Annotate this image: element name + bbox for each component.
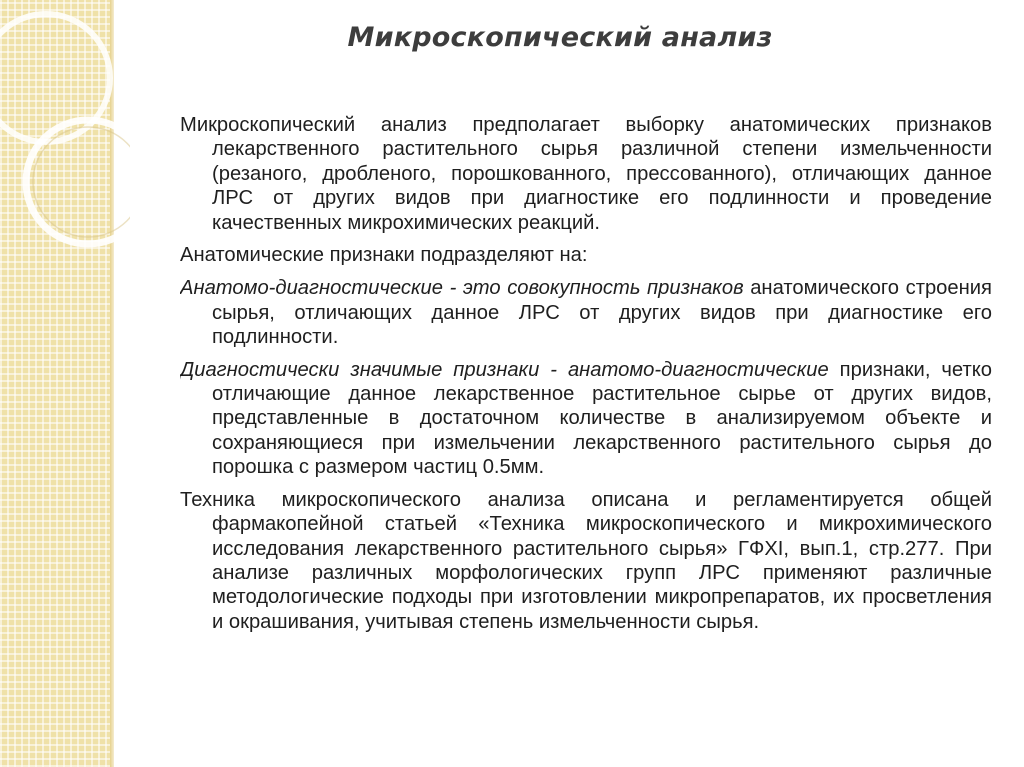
slide-body xyxy=(180,113,992,753)
decorative-rings xyxy=(0,0,130,767)
paragraph-text: признаки, четко отличающие данное лекарственное растительное сырье от других видов, представленные в достаточном количестве в анализируемом объекте и сохраняющиеся при измельчении лекарственного растительного сырья до порошка с размером частиц 0.5мм. xyxy=(212,358,992,479)
paragraph-text: Техника микроскопического анализа описана и регламентируется общей фармакопейной статьей «Техника микроскопического и микрохимического исследования лекарственного растительного сырья» ГФXI, вып.1, стр.277. При анализе различных морфологических групп ЛРС применяют различные методологические подходы при изготовлении микропрепаратов, их просветления и окрашивания, учитывая степень измельченности сырья. xyxy=(180,488,992,633)
paragraph-term: Анатомо-диагностические - это совокупность признаков xyxy=(180,277,744,300)
paragraph-text: Микроскопический анализ предполагает выборку анатомических признаков лекарственного растительного сырья различной степени измельченности (резаного, дробленого, порошкованного, прессованного), отличающих данное ЛРС от других видов при диагностике его подлинности и проведение качественных микрохимических реакций. xyxy=(180,114,992,234)
paragraph-text: Анатомические признаки подразделяют на: xyxy=(180,244,588,267)
paragraph-anatomo-diagnostic xyxy=(180,276,992,349)
paragraph-diagnostic-significant xyxy=(180,358,992,480)
paragraph-term: Диагностически значимые признаки - анатомо-диагностические xyxy=(180,358,829,381)
paragraph-technique xyxy=(180,488,992,634)
slide-title: Микроскопический анализ xyxy=(347,22,773,53)
paragraph-text: анатомического строения сырья, отличающих данное ЛРС от других видов при диагностике его подлинности. xyxy=(212,277,992,349)
decorative-ring-lower xyxy=(26,120,130,244)
paragraph-subdivision xyxy=(180,243,992,267)
paragraph-intro xyxy=(180,113,992,235)
